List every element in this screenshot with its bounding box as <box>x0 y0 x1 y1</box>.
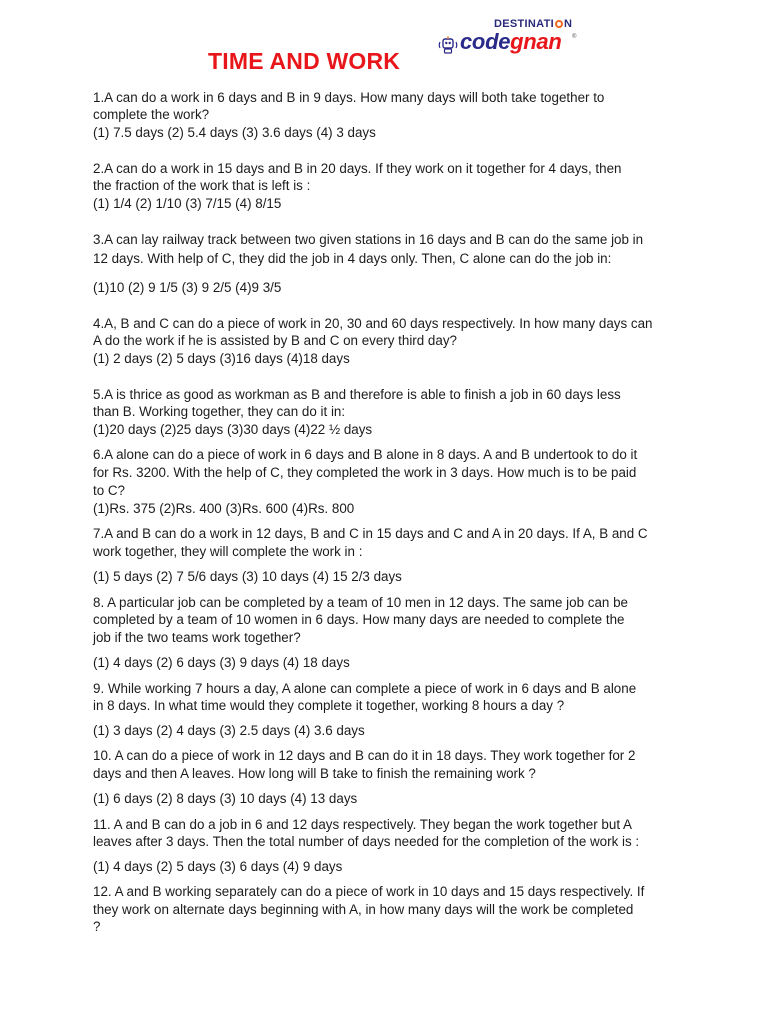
question-line: 9. While working 7 hours a day, A alone can complete a piece of work in 6 days and B alone <box>93 681 637 696</box>
question-line: ? <box>93 919 101 934</box>
question-line: 2.A can do a work in 15 days and B in 20 days. If they work on it together for 4 days, then <box>93 161 622 176</box>
question-line: leaves after 3 days. Then the total number of days needed for the completion of the work is : <box>93 834 640 849</box>
question-line: the fraction of the work that is left is : <box>93 178 311 193</box>
question-line: job if the two teams work together? <box>93 630 301 645</box>
answer-options: (1)10 (2) 9 1/5 (3) 9 2/5 (4)9 3/5 <box>93 280 282 295</box>
logo-tagline-a: DESTINATI <box>494 18 554 30</box>
question-line: to C? <box>93 483 126 498</box>
question-line: 8. A particular job can be completed by a team of 10 men in 12 days. The same job can be <box>93 595 628 610</box>
question-line: completed by a team of 10 women in 6 days. How many days are needed to complete the <box>93 612 625 627</box>
page-title: TIME AND WORK <box>208 48 401 74</box>
answer-options: (1) 3 days (2) 4 days (3) 2.5 days (4) 3.6 days <box>93 723 365 738</box>
question-line: 12 days. With help of C, they did the job in 4 days only. Then, C alone can do the job in: <box>93 251 612 266</box>
answer-options: (1) 4 days (2) 6 days (3) 9 days (4) 18 days <box>93 655 350 670</box>
question-line: 6.A alone can do a piece of work in 6 days and B alone in 8 days. A and B undertook to do it <box>93 447 638 462</box>
question-line: 4.A, B and C can do a piece of work in 20, 30 and 60 days respectively. In how many days can <box>93 316 653 331</box>
answer-options: (1)Rs. 375 (2)Rs. 400 (3)Rs. 600 (4)Rs. 800 <box>93 501 355 516</box>
answer-options: (1) 6 days (2) 8 days (3) 10 days (4) 13 days <box>93 791 358 806</box>
question-line: complete the work? <box>93 107 210 122</box>
answer-options: (1) 7.5 days (2) 5.4 days (3) 3.6 days (4) 3 days <box>93 125 376 140</box>
question-line: 5.A is thrice as good as workman as B and therefore is able to finish a job in 60 days less <box>93 387 621 402</box>
logo-tagline-b: N <box>563 18 573 30</box>
question-line: days and then A leaves. How long will B take to finish the remaining work ? <box>93 766 536 781</box>
logo-wordmark-b: gnan <box>510 29 562 54</box>
question-line: than B. Working together, they can do it in: <box>93 404 346 419</box>
question-line: work together, they will complete the work in : <box>93 544 363 559</box>
answer-options: (1) 2 days (2) 5 days (3)16 days (4)18 days <box>93 351 350 366</box>
question-line: 10. A can do a piece of work in 12 days and B can do it in 18 days. They work together for 2 <box>93 748 636 763</box>
question-line: 1.A can do a work in 6 days and B in 9 days. How many days will both take together to <box>93 90 605 105</box>
question-line: in 8 days. In what time would they complete it together, working 8 hours a day ? <box>93 698 565 713</box>
question-line: for Rs. 3200. With the help of C, they completed the work in 3 days. How much is to be paid <box>93 465 637 480</box>
answer-options: (1) 4 days (2) 5 days (3) 6 days (4) 9 days <box>93 859 343 874</box>
robot-mascot-icon <box>438 36 458 54</box>
answer-options: (1) 5 days (2) 7 5/6 days (3) 10 days (4) 15 2/3 days <box>93 569 402 584</box>
question-line: 3.A can lay railway track between two given stations in 16 days and B can do the same job in <box>93 232 644 247</box>
logo-o-ring-icon <box>555 20 563 28</box>
question-line: 11. A and B can do a job in 6 and 12 days respectively. They began the work together but A <box>93 817 632 832</box>
logo-wordmark <box>460 29 562 55</box>
question-line: A do the work if he is assisted by B and C on every third day? <box>93 333 457 348</box>
answer-options: (1)20 days (2)25 days (3)30 days (4)22 ½ days <box>93 422 373 437</box>
logo-wordmark-a: code <box>460 29 511 54</box>
question-line: 12. A and B working separately can do a piece of work in 10 days and 15 days respectively. If <box>93 884 645 899</box>
registered-mark: ® <box>572 34 577 40</box>
question-line: they work on alternate days beginning with A, in how many days will the work be completed <box>93 902 634 917</box>
brand-logo <box>436 18 581 62</box>
answer-options: (1) 1/4 (2) 1/10 (3) 7/15 (4) 8/15 <box>93 196 282 211</box>
question-line: 7.A and B can do a work in 12 days, B and C in 15 days and C and A in 20 days. If A, B and C <box>93 526 648 541</box>
